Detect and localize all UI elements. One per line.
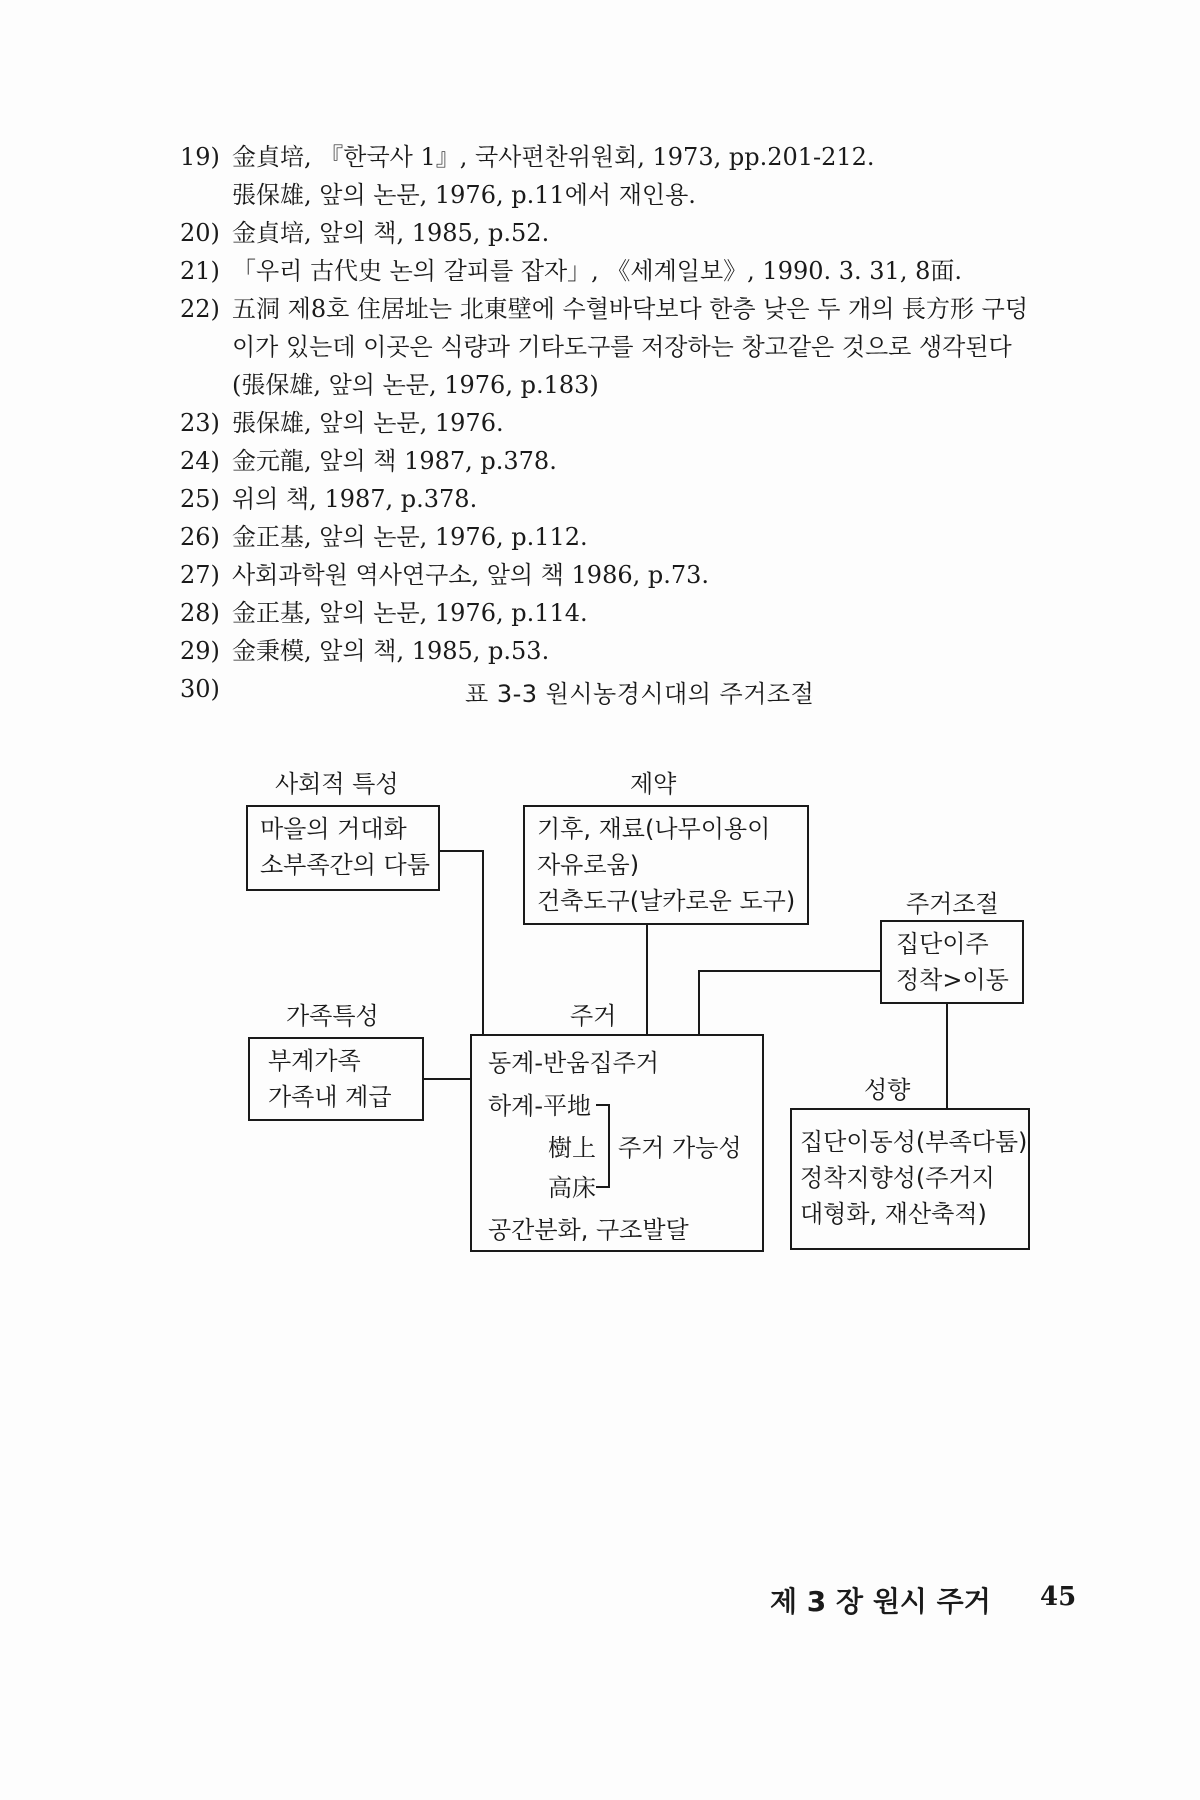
control-line-1: 집단이주 — [896, 930, 989, 958]
table-caption: 표 3-3 원시농경시대의 주거조절 — [465, 680, 815, 708]
constraint-line-3: 건축도구(날카로운 도구) — [537, 887, 796, 915]
footnote-text: 사회과학원 역사연구소, 앞의 책 1986, p.73. — [232, 561, 710, 589]
footnote-text: 五洞 제8호 住居址는 北東壁에 수혈바닥보다 한층 낮은 두 개의 長方形 구덩 — [232, 295, 1029, 323]
footnote-number: 27) — [180, 561, 220, 589]
tendency-box — [790, 1108, 1030, 1250]
chapter-footer: 제 3 장 원시 주거 — [770, 1585, 991, 1618]
family-line-2: 가족내 계급 — [268, 1083, 392, 1111]
dwelling-label: 주거 — [570, 1002, 617, 1030]
tendency-label: 성향 — [864, 1076, 911, 1104]
control-line-2: 정착>이동 — [896, 966, 1009, 994]
constraint-line-2: 자유로움) — [537, 851, 640, 879]
connector-family-h — [424, 1078, 472, 1080]
dwelling-line-4: 高床 — [548, 1174, 596, 1202]
footnote-text: 金正基, 앞의 논문, 1976, p.112. — [232, 523, 588, 551]
dwelling-line-2: 하계-平地 — [488, 1092, 592, 1120]
footnote-number: 21) — [180, 257, 220, 285]
connector-social-h — [440, 850, 484, 852]
footnote-text: 張保雄, 앞의 논문, 1976, p.11에서 재인용. — [232, 181, 696, 209]
footnote-text: 金元龍, 앞의 책 1987, p.378. — [232, 447, 557, 475]
footnote-number: 20) — [180, 219, 220, 247]
footnote-text: 金秉模, 앞의 책, 1985, p.53. — [232, 637, 550, 665]
tendency-line-2: 정착지향성(주거지 — [800, 1164, 995, 1192]
footnote-text: 張保雄, 앞의 논문, 1976. — [232, 409, 504, 437]
dwelling-box — [470, 1034, 764, 1252]
connector-tendency-v — [946, 1004, 948, 1110]
dwelling-bracket-note: 주거 가능성 — [618, 1134, 742, 1162]
connector-constraint-v — [646, 925, 648, 1036]
footnote-number: 30) — [180, 675, 220, 703]
social-line-1: 마을의 거대화 — [260, 815, 407, 843]
constraint-line-1: 기후, 재료(나무이용이 — [537, 815, 771, 843]
control-label: 주거조절 — [906, 890, 999, 918]
footnote-number: 22) — [180, 295, 220, 323]
tendency-line-1: 집단이동성(부족다툼) — [800, 1128, 1028, 1156]
dwelling-line-1: 동계-반움집주거 — [488, 1049, 659, 1077]
footnote-text: 金貞培, 『한국사 1』, 국사편찬위원회, 1973, pp.201-212. — [232, 143, 875, 171]
footnote-text: 위의 책, 1987, p.378. — [232, 485, 478, 513]
connector-control-h — [698, 970, 882, 972]
page-number: 45 — [1040, 1582, 1077, 1612]
footnote-text: 「우리 古代史 논의 갈피를 잡자」, 《세계일보》, 1990. 3. 31, 8面. — [232, 257, 962, 285]
footnote-number: 23) — [180, 409, 220, 437]
footnote-number: 25) — [180, 485, 220, 513]
bracket-bottom — [596, 1186, 610, 1188]
connector-control-v — [698, 970, 700, 1036]
constraint-label: 제약 — [630, 770, 677, 798]
footnote-number: 29) — [180, 637, 220, 665]
footnote-number: 19) — [180, 143, 220, 171]
footnote-text: (張保雄, 앞의 논문, 1976, p.183) — [232, 371, 599, 399]
social-line-2: 소부족간의 다툼 — [260, 851, 430, 879]
footnote-number: 24) — [180, 447, 220, 475]
family-label: 가족특성 — [286, 1002, 379, 1030]
dwelling-line-3: 樹上 — [548, 1134, 596, 1162]
social-label: 사회적 특성 — [275, 770, 399, 798]
tendency-line-3: 대형화, 재산축적) — [800, 1200, 987, 1228]
dwelling-line-5: 공간분화, 구조발달 — [488, 1216, 689, 1244]
footnote-text: 金正基, 앞의 논문, 1976, p.114. — [232, 599, 588, 627]
footnote-text: 金貞培, 앞의 책, 1985, p.52. — [232, 219, 550, 247]
family-box — [248, 1037, 424, 1121]
social-box — [246, 805, 440, 891]
footnote-text: 이가 있는데 이곳은 식량과 기타도구를 저장하는 창고같은 것으로 생각된다 — [232, 333, 1012, 361]
connector-social-v — [482, 850, 484, 1036]
footnote-number: 28) — [180, 599, 220, 627]
family-line-1: 부계가족 — [268, 1047, 361, 1075]
constraint-box — [523, 805, 809, 925]
control-box — [880, 920, 1024, 1004]
bracket-vertical — [608, 1104, 610, 1188]
footnote-number: 26) — [180, 523, 220, 551]
